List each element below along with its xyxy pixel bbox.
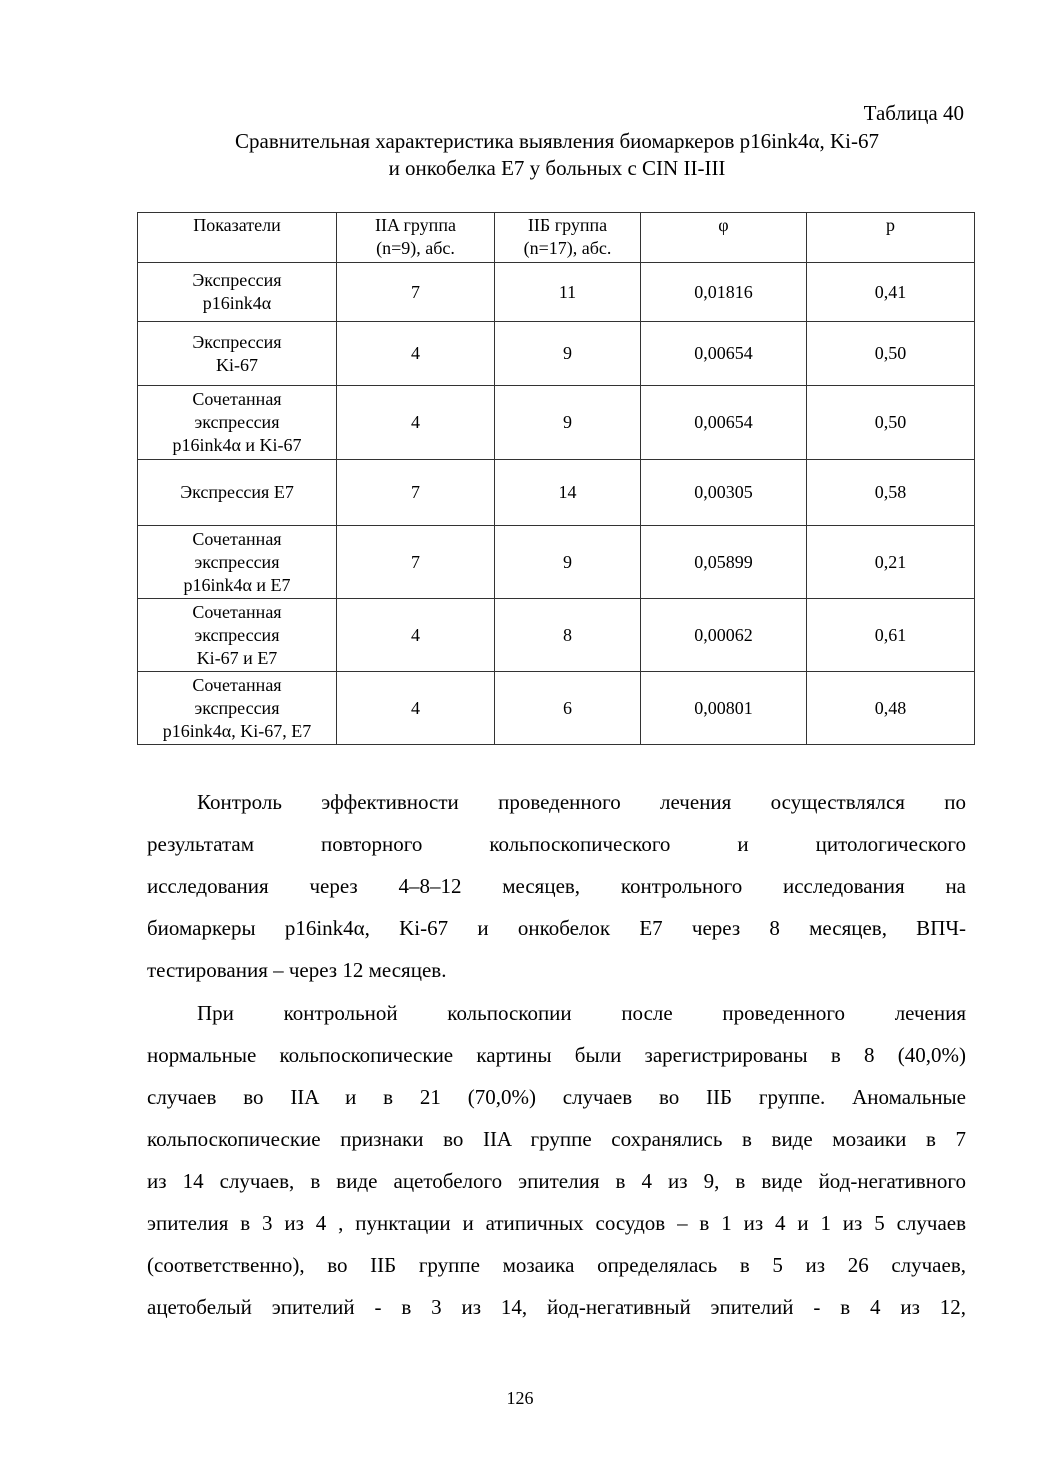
cell-p: 0,58 [807,460,975,526]
indicator-text: экспрессия [194,551,280,572]
table-row [138,386,975,460]
cell-p: 0,48 [807,672,975,745]
table-title-line: и онкобелка E7 у больных с CIN II-III [388,156,726,180]
cell-group-iia: 7 [337,263,495,322]
paragraph-line: При контрольной кольпоскопии после проведенного лечения [197,1001,966,1025]
indicator-text: Экспрессия [192,270,282,290]
paragraph-line: (соответственно), во IIБ группе мозаика определялась в 5 из 26 случаев, [147,1253,966,1277]
cell-phi: 0,01816 [641,263,807,322]
cell-indicator [138,322,337,386]
header-phi [641,213,807,263]
indicator-text: Сочетанная [192,528,282,549]
cell-group-iib: 9 [495,386,641,460]
indicator-text: экспрессия [194,697,280,718]
cell-p: 0,41 [807,263,975,322]
cell-group-iia: 7 [337,526,495,599]
header-indicators [138,213,337,263]
paragraph-line: кольпоскопические признаки во IIA группе сохранялись в виде мозаики в 7 [147,1127,966,1151]
cell-indicator [138,460,337,526]
cell-indicator [138,672,337,745]
table-number: Таблица 40 [863,101,964,125]
cell-group-iib: 6 [495,672,641,745]
table-row [138,263,975,322]
paragraph-line: из 14 случаев, в виде ацетобелого эпителия в 4 из 9, в виде йод-негативного [147,1169,966,1193]
data-table [137,212,975,745]
cell-group-iib: 9 [495,322,641,386]
cell-indicator [138,599,337,672]
cell-group-iia: 4 [337,599,495,672]
paragraph-line: эпителия в 3 из 4 , пунктации и атипичных сосудов – в 1 из 4 и 1 из 5 случаев [147,1211,966,1235]
header-group-iib [495,213,641,263]
cell-indicator [138,526,337,599]
table-row [138,599,975,672]
header-text: φ [718,215,729,235]
cell-group-iia: 4 [337,322,495,386]
table-row [138,460,975,526]
table-row [138,526,975,599]
indicator-text: Ki-67 и E7 [196,647,278,668]
paragraph-line: результатам повторного кольпоскопического и цитологического [147,832,966,856]
cell-p: 0,61 [807,599,975,672]
cell-phi: 0,00654 [641,386,807,460]
cell-group-iia: 4 [337,386,495,460]
table-row [138,672,975,745]
header-text: IIБ группа [527,215,608,235]
header-text: (n=9), абс. [376,238,455,258]
paragraph-line: биомаркеры p16ink4α, Ki-67 и онкобелок E7 через 8 месяцев, ВПЧ- [147,916,966,940]
indicator-text: p16ink4α [202,293,272,313]
paragraph-colposcopy-results [147,992,966,1328]
indicator-text: Сочетанная [192,674,282,695]
header-text: Показатели [193,215,281,235]
cell-group-iia: 4 [337,672,495,745]
cell-p: 0,21 [807,526,975,599]
page-number: 126 [506,1388,534,1408]
paragraph-line: тестирования – через 12 месяцев. [147,958,447,982]
cell-group-iia: 7 [337,460,495,526]
cell-group-iib: 9 [495,526,641,599]
header-group-iia [337,213,495,263]
header-p [807,213,975,263]
table-header-row [138,213,975,263]
indicator-text: p16ink4α и Ki-67 [172,435,302,455]
cell-phi: 0,00305 [641,460,807,526]
paragraph-line: нормальные кольпоскопические картины были зарегистрированы в 8 (40,0%) [147,1043,966,1067]
header-text: (n=17), абс. [523,238,612,258]
indicator-text: p16ink4α и E7 [183,574,291,595]
cell-group-iib: 11 [495,263,641,322]
indicator-text: экспрессия [194,412,280,432]
table-title [140,128,974,182]
cell-phi: 0,00654 [641,322,807,386]
cell-phi: 0,00801 [641,672,807,745]
cell-indicator [138,386,337,460]
paragraph-line: ацетобелый эпителий - в 3 из 14, йод-негативный эпителий - в 4 из 12, [147,1295,966,1319]
cell-p: 0,50 [807,386,975,460]
indicator-text: экспрессия [194,624,280,645]
cell-group-iib: 14 [495,460,641,526]
cell-p: 0,50 [807,322,975,386]
paragraph-line: случаев во IIA и в 21 (70,0%) случаев во IIБ группе. Аномальные [147,1085,966,1109]
paragraph-treatment-control [147,781,966,991]
cell-phi: 0,05899 [641,526,807,599]
header-text: IIA группа [375,215,456,235]
header-text: p [886,215,895,235]
cell-group-iib: 8 [495,599,641,672]
indicator-text: Экспрессия [192,331,282,352]
indicator-text: p16ink4α, Ki-67, E7 [162,720,312,741]
indicator-text: Сочетанная [192,389,282,409]
table-row [138,322,975,386]
indicator-text: Ki-67 [216,354,258,375]
paragraph-line: исследования через 4–8–12 месяцев, контрольного исследования на [147,874,966,898]
table-title-line: Сравнительная характеристика выявления биомаркеров p16ink4α, Ki-67 [235,129,879,153]
paragraph-line: Контроль эффективности проведенного лечения осуществлялся по [197,790,966,814]
cell-indicator [138,263,337,322]
indicator-text: Экспрессия E7 [180,482,294,502]
cell-phi: 0,00062 [641,599,807,672]
indicator-text: Сочетанная [192,601,282,622]
